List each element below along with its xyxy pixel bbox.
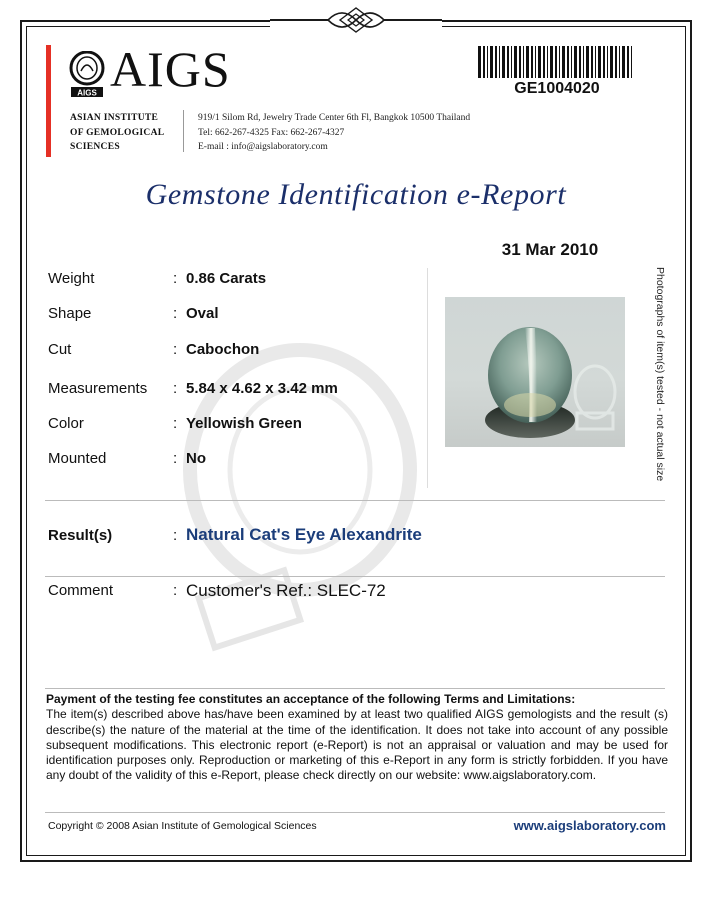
field-label-shape: Shape [48, 305, 92, 322]
field-value-mounted: No [186, 450, 206, 467]
barcode-bar [502, 46, 505, 78]
barcode-bar [526, 46, 529, 78]
divider [45, 688, 665, 689]
contact-block [198, 111, 470, 155]
divider [45, 576, 665, 577]
field-value-measurements: 5.84 x 4.62 x 3.42 mm [186, 380, 338, 397]
barcode-bar [511, 46, 512, 78]
report-date: 31 Mar 2010 [501, 240, 599, 259]
result-label: Result(s) [48, 527, 113, 544]
copyright-text: Copyright © 2008 Asian Institute of Gemological Sciences [48, 820, 317, 832]
field-colon: : [173, 450, 178, 467]
contact-email: E-mail : info@aigslaboratory.com [198, 142, 328, 152]
comment-value: Customer's Ref.: SLEC-72 [186, 581, 386, 600]
report-number: GE1004020 [514, 80, 600, 97]
barcode [478, 46, 636, 78]
barcode-bar [487, 46, 488, 78]
terms-body: The item(s) described above has/have been examined by at least two qualified AIGS gemologists and the result (s) describe(s) the nature of the material at the time of the identification. It does not take into account of any possible subsequent modifications. This electronic report (e-Report) is not an appraisal or valuation and may be used for identification purposes only. Reproduction or marketing of this e-Report in any form is strictly forbidden. If you have any doubt of the validity of this e-Report, please check directly on our website: www.aigslaboratory.com. [46, 707, 668, 783]
aigs-emblem-icon [69, 51, 105, 101]
barcode-bar [547, 46, 548, 78]
field-value-shape: Oval [186, 305, 219, 322]
ornament-icon [270, 2, 442, 38]
barcode-bar [555, 46, 557, 78]
divider [45, 812, 665, 813]
barcode-bar [559, 46, 560, 78]
barcode-bar [478, 46, 481, 78]
barcode-bar [550, 46, 553, 78]
website-link[interactable]: www.aigslaboratory.com [513, 818, 666, 833]
barcode-bar [586, 46, 589, 78]
terms-block [46, 692, 668, 784]
logo-text: AIGS [110, 41, 231, 97]
emblem-text: AIGS [77, 88, 97, 98]
barcode-bar [610, 46, 613, 78]
barcode-bar [483, 46, 485, 78]
barcode-bar [591, 46, 593, 78]
barcode-bar [535, 46, 536, 78]
field-label-color: Color [48, 415, 84, 432]
field-colon: : [173, 380, 178, 397]
org-line: ASIAN INSTITUTE [70, 113, 159, 123]
terms-heading: Payment of the testing fee constitutes an acceptance of the following Terms and Limitations: [46, 692, 576, 706]
barcode-bar [495, 46, 497, 78]
barcode-bar [507, 46, 509, 78]
contact-address: 919/1 Silom Rd, Jewelry Trade Center 6th Fl, Bangkok 10500 Thailand [198, 113, 471, 123]
field-colon: : [173, 270, 178, 287]
divider [45, 500, 665, 501]
barcode-bar [583, 46, 584, 78]
barcode-bar [595, 46, 596, 78]
barcode-bar [574, 46, 577, 78]
result-value: Natural Cat's Eye Alexandrite [186, 525, 422, 544]
barcode-bar [514, 46, 517, 78]
photo-divider [427, 268, 428, 488]
barcode-bar [631, 46, 632, 78]
accent-bar [46, 45, 51, 157]
barcode-bar [571, 46, 572, 78]
field-value-cut: Cabochon [186, 341, 260, 358]
field-value-color: Yellowish Green [186, 415, 302, 432]
photo-note-text: Photographs of item(s) tested - not actual size [654, 267, 666, 482]
comment-colon: : [173, 582, 178, 599]
field-colon: : [173, 305, 178, 322]
field-colon: : [173, 415, 178, 432]
barcode-bar [579, 46, 581, 78]
barcode-bar [619, 46, 620, 78]
barcode-bar [499, 46, 500, 78]
field-label-measurements: Measurements [48, 380, 148, 397]
barcode-bar [538, 46, 541, 78]
org-line: OF GEMOLOGICAL [70, 127, 165, 138]
photo-note [654, 267, 672, 487]
field-label-cut: Cut [48, 341, 72, 358]
gemstone-photo [445, 297, 625, 447]
barcode-bar [622, 46, 625, 78]
barcode-bar [519, 46, 521, 78]
barcode-bar [531, 46, 533, 78]
result-colon: : [173, 527, 178, 544]
barcode-bar [567, 46, 569, 78]
barcode-bar [562, 46, 565, 78]
contact-phone: Tel: 662-267-4325 Fax: 662-267-4327 [198, 127, 345, 138]
barcode-bar [490, 46, 493, 78]
barcode-bar [603, 46, 605, 78]
org-line: SCIENCES [70, 142, 120, 152]
field-label-mounted: Mounted [48, 450, 107, 467]
field-colon: : [173, 341, 178, 358]
field-label-weight: Weight [48, 270, 95, 287]
header-divider [183, 110, 184, 152]
organization-name [70, 111, 164, 155]
barcode-bar [598, 46, 601, 78]
barcode-bar [615, 46, 617, 78]
barcode-bar [627, 46, 629, 78]
barcode-bar [607, 46, 608, 78]
comment-label: Comment [48, 582, 114, 599]
gemstone-image [445, 297, 625, 447]
barcode-bar [523, 46, 524, 78]
barcode-bar [543, 46, 545, 78]
field-value-weight: 0.86 Carats [186, 270, 267, 287]
report-title: Gemstone Identification e-Report [145, 178, 567, 211]
